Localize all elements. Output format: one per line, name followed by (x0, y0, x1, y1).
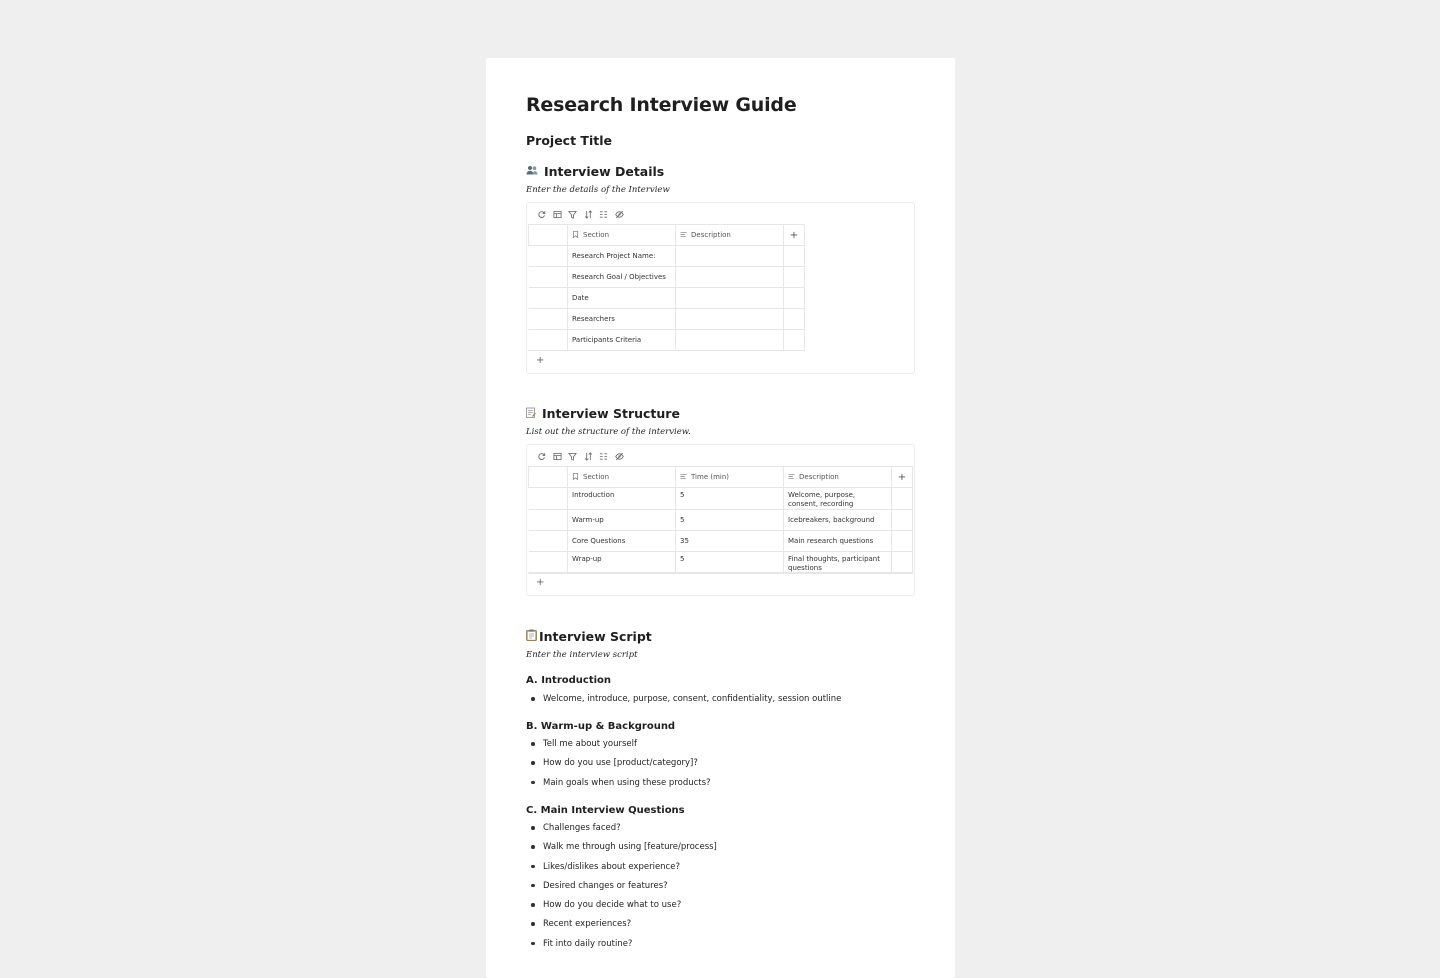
script-section-title[interactable]: C. Main Interview Questions (526, 805, 685, 816)
script-heading-text: Interview Script (539, 629, 652, 644)
group-icon[interactable] (598, 209, 610, 221)
cell-section[interactable]: Wrap-up (568, 552, 676, 574)
structure-database (526, 444, 915, 596)
refresh-icon[interactable] (536, 209, 548, 221)
details-database (526, 202, 915, 374)
script-section-list (526, 693, 841, 712)
table-row[interactable] (529, 531, 913, 552)
cell-time[interactable]: 5 (676, 488, 784, 510)
table-row[interactable] (529, 488, 913, 510)
filter-icon[interactable] (567, 209, 579, 221)
list-item[interactable]: Challenges faced? (526, 822, 717, 841)
page-title[interactable]: Research Interview Guide (526, 94, 797, 116)
table-row[interactable] (529, 246, 805, 267)
script-heading[interactable] (526, 629, 652, 644)
hide-icon[interactable] (614, 209, 626, 221)
details-hint: Enter the details of the Interview (526, 185, 670, 195)
cell-time[interactable]: 5 (676, 552, 784, 574)
details-heading-text: Interview Details (544, 164, 665, 179)
sort-icon[interactable] (583, 209, 595, 221)
structure-hint: List out the structure of the interview. (526, 427, 691, 437)
refresh-icon[interactable] (536, 451, 548, 463)
cell-section[interactable]: Research Project Name: (568, 246, 676, 267)
table-row[interactable] (529, 552, 913, 574)
column-header-description[interactable]: Description (676, 225, 784, 246)
list-item[interactable]: How do you decide what to use? (526, 899, 717, 918)
cell-description[interactable] (676, 309, 784, 330)
structure-toolbar (536, 451, 625, 463)
cell-section[interactable]: Researchers (568, 309, 676, 330)
bookmark-icon (572, 473, 580, 481)
bookmark-icon (572, 231, 580, 239)
add-column-button[interactable]: + (784, 225, 805, 246)
column-header-time[interactable]: Time (min) (676, 467, 784, 488)
cell-description[interactable] (676, 246, 784, 267)
cell-description[interactable]: Final thoughts, participant questions (784, 552, 892, 574)
filter-icon[interactable] (567, 451, 579, 463)
structure-header-row (529, 467, 913, 488)
list-item[interactable]: Walk me through using [feature/process] (526, 841, 717, 860)
cell-section[interactable]: Warm-up (568, 510, 676, 531)
cell-section[interactable]: Introduction (568, 488, 676, 510)
details-header-row (529, 225, 805, 246)
list-item[interactable]: Recent experiences? (526, 918, 717, 937)
script-hint: Enter the interview script (526, 650, 638, 660)
column-header-section[interactable]: Section (568, 467, 676, 488)
clipboard-icon (526, 629, 537, 644)
cell-description[interactable]: Main research questions (784, 531, 892, 552)
row-handle-header (529, 467, 568, 488)
project-title[interactable]: Project Title (526, 133, 612, 148)
notepad-icon (526, 407, 536, 421)
text-lines-icon (680, 473, 688, 481)
add-row-button[interactable]: + (528, 572, 912, 592)
details-toolbar (536, 209, 625, 221)
table-row[interactable] (529, 510, 913, 531)
cell-time[interactable]: 35 (676, 531, 784, 552)
list-item[interactable]: How do you use [product/category]? (526, 757, 711, 776)
table-row[interactable] (529, 267, 805, 288)
hide-icon[interactable] (614, 451, 626, 463)
script-section-list (526, 822, 717, 957)
cell-description[interactable]: Welcome, purpose, consent, recording (784, 488, 892, 510)
people-icon (526, 165, 538, 178)
text-lines-icon (788, 473, 796, 481)
script-section-title[interactable]: A. Introduction (526, 675, 612, 686)
structure-heading[interactable] (526, 406, 680, 421)
add-row-button[interactable]: + (528, 350, 804, 370)
table-row[interactable] (529, 309, 805, 330)
add-column-button[interactable]: + (892, 467, 913, 488)
list-item[interactable]: Fit into daily routine? (526, 938, 717, 957)
details-table (528, 224, 805, 351)
sort-icon[interactable] (583, 451, 595, 463)
table-row[interactable] (529, 288, 805, 309)
cell-time[interactable]: 5 (676, 510, 784, 531)
column-header-section[interactable]: Section (568, 225, 676, 246)
list-item[interactable]: Tell me about yourself (526, 738, 711, 757)
layout-icon[interactable] (552, 209, 564, 221)
structure-heading-text: Interview Structure (542, 406, 680, 421)
structure-table (528, 466, 913, 574)
list-item[interactable]: Main goals when using these products? (526, 777, 711, 796)
column-header-description[interactable]: Description (784, 467, 892, 488)
group-icon[interactable] (598, 451, 610, 463)
script-section-list (526, 738, 711, 796)
list-item[interactable]: Welcome, introduce, purpose, consent, confidentiality, session outline (526, 693, 841, 712)
cell-section[interactable]: Research Goal / Objectives (568, 267, 676, 288)
layout-icon[interactable] (552, 451, 564, 463)
cell-description[interactable] (676, 288, 784, 309)
script-section-title[interactable]: B. Warm-up & Background (526, 721, 676, 732)
cell-description[interactable] (676, 330, 784, 351)
details-heading[interactable] (526, 164, 664, 179)
cell-section[interactable]: Participants Criteria (568, 330, 676, 351)
cell-section[interactable]: Core Questions (568, 531, 676, 552)
list-item[interactable]: Likes/dislikes about experience? (526, 861, 717, 880)
list-item[interactable]: Desired changes or features? (526, 880, 717, 899)
row-handle-header (529, 225, 568, 246)
table-row[interactable] (529, 330, 805, 351)
cell-description[interactable]: Icebreakers, background (784, 510, 892, 531)
cell-section[interactable]: Date (568, 288, 676, 309)
text-lines-icon (680, 231, 688, 239)
cell-description[interactable] (676, 267, 784, 288)
document-page (486, 58, 955, 978)
